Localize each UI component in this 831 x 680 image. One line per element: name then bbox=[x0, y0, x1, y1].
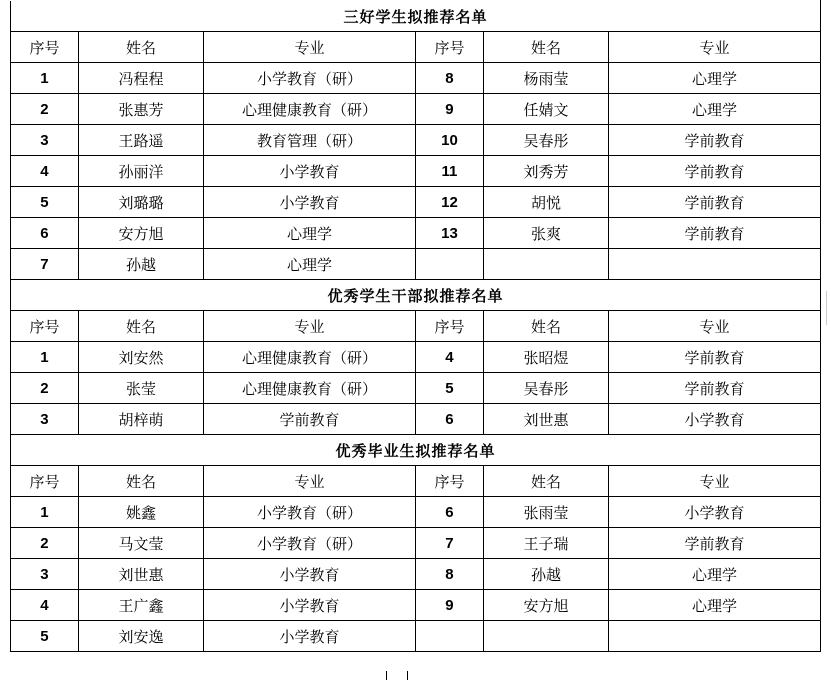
table-row bbox=[10, 249, 820, 280]
column-header-major-right: 专业 bbox=[608, 466, 820, 497]
cell-major: 心理学 bbox=[608, 559, 820, 590]
table-row bbox=[10, 373, 820, 404]
cell-name: 马文莹 bbox=[78, 528, 203, 559]
cell-major: 心理学 bbox=[608, 590, 820, 621]
cell-major: 学前教育 bbox=[608, 156, 820, 187]
table-row bbox=[10, 621, 820, 652]
cell-seq: 12 bbox=[415, 187, 483, 218]
cell-name: 刘安逸 bbox=[78, 621, 203, 652]
column-header-seq-left: 序号 bbox=[10, 466, 78, 497]
section-title-row bbox=[10, 435, 820, 466]
table-row bbox=[10, 187, 820, 218]
cell-name: 王路遥 bbox=[78, 125, 203, 156]
cell-seq: 3 bbox=[10, 559, 78, 590]
cell-seq: 2 bbox=[10, 94, 78, 125]
cell-name: 刘安然 bbox=[78, 342, 203, 373]
cell-empty bbox=[608, 249, 820, 280]
right-edge-marker bbox=[826, 291, 831, 325]
cell-major: 小学教育 bbox=[203, 156, 415, 187]
column-header-seq-right: 序号 bbox=[415, 32, 483, 63]
cell-major: 小学教育（研） bbox=[203, 63, 415, 94]
cell-seq: 4 bbox=[415, 342, 483, 373]
cell-seq: 6 bbox=[415, 404, 483, 435]
table-row bbox=[10, 590, 820, 621]
cell-major: 学前教育 bbox=[203, 404, 415, 435]
column-header-name-left: 姓名 bbox=[78, 466, 203, 497]
table-row bbox=[10, 497, 820, 528]
column-header-major-left: 专业 bbox=[203, 466, 415, 497]
cell-major: 小学教育（研） bbox=[203, 497, 415, 528]
table-row bbox=[10, 63, 820, 94]
cell-name: 刘世惠 bbox=[483, 404, 608, 435]
cell-major: 心理学 bbox=[203, 249, 415, 280]
cell-seq: 10 bbox=[415, 125, 483, 156]
cell-seq: 7 bbox=[415, 528, 483, 559]
cell-name: 孙丽洋 bbox=[78, 156, 203, 187]
cell-seq: 2 bbox=[10, 373, 78, 404]
cell-seq: 9 bbox=[415, 94, 483, 125]
table-body bbox=[10, 1, 820, 652]
column-header-major-right: 专业 bbox=[608, 311, 820, 342]
column-header-major-left: 专业 bbox=[203, 311, 415, 342]
cell-name: 刘璐璐 bbox=[78, 187, 203, 218]
column-header-name-right: 姓名 bbox=[483, 32, 608, 63]
cell-major: 心理健康教育（研） bbox=[203, 342, 415, 373]
section-title-3: 优秀毕业生拟推荐名单 bbox=[10, 435, 820, 466]
column-header-name-left: 姓名 bbox=[78, 32, 203, 63]
cell-name: 安方旭 bbox=[483, 590, 608, 621]
cell-seq: 6 bbox=[415, 497, 483, 528]
recommendation-table bbox=[10, 0, 821, 652]
cell-major: 学前教育 bbox=[608, 373, 820, 404]
cell-name: 王广鑫 bbox=[78, 590, 203, 621]
cell-major: 学前教育 bbox=[608, 125, 820, 156]
cell-empty bbox=[483, 249, 608, 280]
cell-empty bbox=[483, 621, 608, 652]
table-row bbox=[10, 94, 820, 125]
page-bottom-marker bbox=[386, 671, 408, 680]
cell-empty bbox=[415, 249, 483, 280]
cell-seq: 1 bbox=[10, 497, 78, 528]
cell-seq: 6 bbox=[10, 218, 78, 249]
table-row bbox=[10, 559, 820, 590]
cell-name: 胡悦 bbox=[483, 187, 608, 218]
cell-seq: 1 bbox=[10, 63, 78, 94]
cell-seq: 7 bbox=[10, 249, 78, 280]
section-title-1: 三好学生拟推荐名单 bbox=[10, 1, 820, 32]
cell-seq: 5 bbox=[10, 621, 78, 652]
cell-name: 吴春彤 bbox=[483, 373, 608, 404]
cell-seq: 1 bbox=[10, 342, 78, 373]
cell-name: 任婧文 bbox=[483, 94, 608, 125]
table-header-row bbox=[10, 466, 820, 497]
cell-name: 冯程程 bbox=[78, 63, 203, 94]
cell-name: 杨雨莹 bbox=[483, 63, 608, 94]
cell-name: 刘秀芳 bbox=[483, 156, 608, 187]
cell-seq: 13 bbox=[415, 218, 483, 249]
cell-major: 学前教育 bbox=[608, 528, 820, 559]
cell-major: 学前教育 bbox=[608, 342, 820, 373]
table-row bbox=[10, 218, 820, 249]
cell-major: 教育管理（研） bbox=[203, 125, 415, 156]
cell-name: 胡梓萌 bbox=[78, 404, 203, 435]
table-row bbox=[10, 528, 820, 559]
column-header-name-right: 姓名 bbox=[483, 466, 608, 497]
column-header-name-right: 姓名 bbox=[483, 311, 608, 342]
cell-major: 小学教育（研） bbox=[203, 528, 415, 559]
column-header-seq-right: 序号 bbox=[415, 466, 483, 497]
column-header-seq-left: 序号 bbox=[10, 32, 78, 63]
cell-seq: 3 bbox=[10, 404, 78, 435]
section-title-row bbox=[10, 1, 820, 32]
table-row bbox=[10, 125, 820, 156]
cell-name: 安方旭 bbox=[78, 218, 203, 249]
table-row bbox=[10, 342, 820, 373]
cell-seq: 5 bbox=[415, 373, 483, 404]
cell-name: 张莹 bbox=[78, 373, 203, 404]
cell-name: 吴春彤 bbox=[483, 125, 608, 156]
section-title-2: 优秀学生干部拟推荐名单 bbox=[10, 280, 820, 311]
cell-major: 小学教育 bbox=[608, 497, 820, 528]
cell-major: 心理学 bbox=[608, 63, 820, 94]
cell-name: 孙越 bbox=[483, 559, 608, 590]
cell-major: 心理健康教育（研） bbox=[203, 373, 415, 404]
cell-seq: 4 bbox=[10, 590, 78, 621]
cell-name: 张爽 bbox=[483, 218, 608, 249]
cell-name: 王子瑞 bbox=[483, 528, 608, 559]
table-row bbox=[10, 156, 820, 187]
column-header-major-left: 专业 bbox=[203, 32, 415, 63]
column-header-name-left: 姓名 bbox=[78, 311, 203, 342]
cell-seq: 9 bbox=[415, 590, 483, 621]
cell-major: 学前教育 bbox=[608, 218, 820, 249]
cell-name: 张昭煜 bbox=[483, 342, 608, 373]
cell-major: 小学教育 bbox=[203, 187, 415, 218]
cell-major: 小学教育 bbox=[203, 621, 415, 652]
cell-major: 心理学 bbox=[203, 218, 415, 249]
cell-name: 刘世惠 bbox=[78, 559, 203, 590]
cell-major: 小学教育 bbox=[203, 559, 415, 590]
column-header-seq-right: 序号 bbox=[415, 311, 483, 342]
cell-seq: 5 bbox=[10, 187, 78, 218]
cell-name: 张惠芳 bbox=[78, 94, 203, 125]
cell-major: 小学教育 bbox=[608, 404, 820, 435]
cell-seq: 4 bbox=[10, 156, 78, 187]
table-header-row bbox=[10, 311, 820, 342]
cell-empty bbox=[415, 621, 483, 652]
cell-empty bbox=[608, 621, 820, 652]
cell-name: 姚鑫 bbox=[78, 497, 203, 528]
cell-major: 学前教育 bbox=[608, 187, 820, 218]
cell-seq: 3 bbox=[10, 125, 78, 156]
table-header-row bbox=[10, 32, 820, 63]
cell-major: 心理健康教育（研） bbox=[203, 94, 415, 125]
cell-name: 孙越 bbox=[78, 249, 203, 280]
cell-seq: 8 bbox=[415, 63, 483, 94]
column-header-seq-left: 序号 bbox=[10, 311, 78, 342]
cell-seq: 11 bbox=[415, 156, 483, 187]
section-title-row bbox=[10, 280, 820, 311]
column-header-major-right: 专业 bbox=[608, 32, 820, 63]
cell-seq: 8 bbox=[415, 559, 483, 590]
cell-major: 小学教育 bbox=[203, 590, 415, 621]
cell-seq: 2 bbox=[10, 528, 78, 559]
cell-major: 心理学 bbox=[608, 94, 820, 125]
cell-name: 张雨莹 bbox=[483, 497, 608, 528]
table-row bbox=[10, 404, 820, 435]
